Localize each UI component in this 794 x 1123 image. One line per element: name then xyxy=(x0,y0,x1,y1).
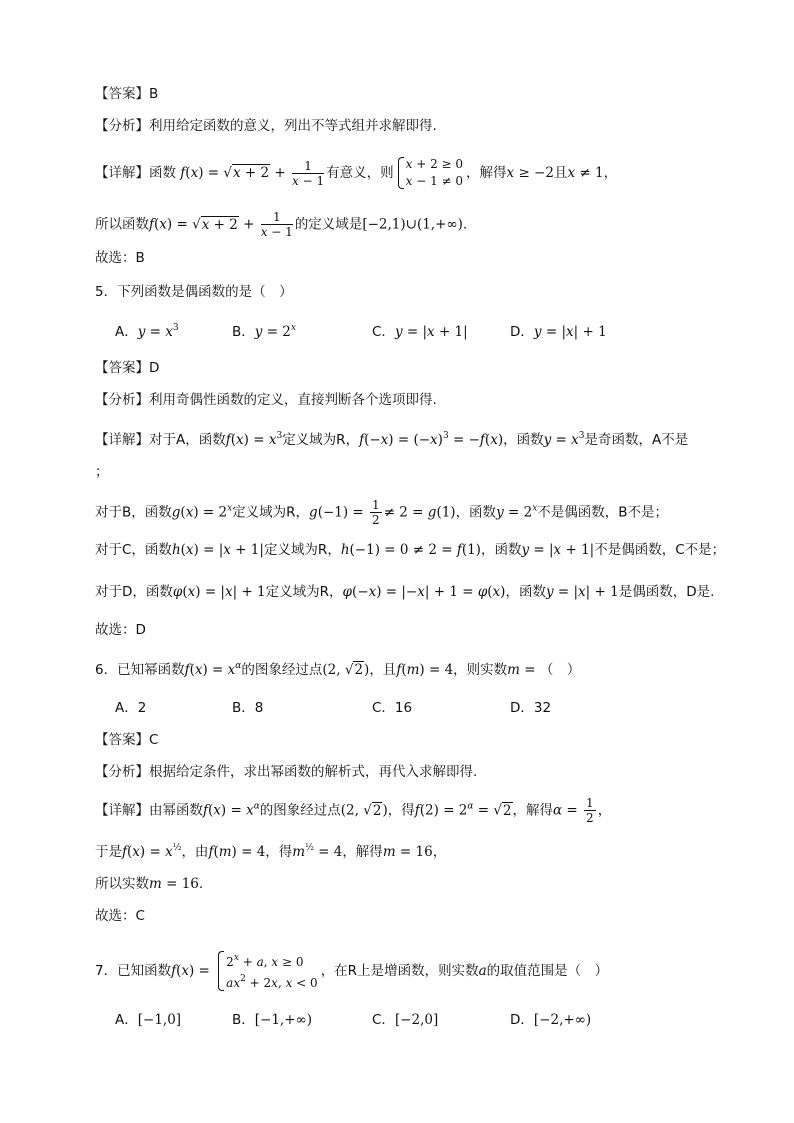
stem-text: 的取值范围是（ ） xyxy=(486,963,609,979)
option-label: D． xyxy=(510,324,534,340)
detail-tag: 【详解】 xyxy=(95,432,149,448)
answer-tag: 【答案】 xyxy=(95,732,149,748)
q6-detail-2: 于是$f(x) = x^{\frac{1}{2}}$，由f(m) = 4，得$m^{\frac{1}{2}} = 4$，解得m = 16， xyxy=(95,843,447,860)
detail-text: ，解得 xyxy=(342,844,383,860)
detail-text: 的定义域是 xyxy=(294,216,363,233)
period: . xyxy=(198,876,204,892)
answer-value: C xyxy=(149,732,159,748)
q5-option-c: C．y = |x + 1| xyxy=(372,324,468,340)
q5-detail-a: 【详解】对于A，函数$f(x) = x^3$定义域为R，$f(-x) = (-x)^3 = -f(x)$，函数$y = x^3$是奇函数，A不是 xyxy=(95,431,689,448)
q5-stem: 5．下列函数是偶函数的是（ ） xyxy=(95,284,293,300)
detail-text: 不是偶函数，C不是； xyxy=(594,542,726,558)
q5-detail-c: 对于C，函数h(x) = |x + 1|定义域为R，h(−1) = 0 ≠ 2 = f(1)，函数y = |x + 1|不是偶函数，C不是； xyxy=(95,542,726,558)
detail-text: ，函数 xyxy=(455,504,497,521)
q4-analysis-line xyxy=(95,116,437,136)
formula-fraction: $\frac{1}{x - 1}$ xyxy=(292,158,325,188)
q6-detail-3: 所以实数m = 16. xyxy=(95,876,204,892)
detail-text: 是奇函数，A不是 xyxy=(584,432,689,448)
q7-option-d xyxy=(510,1008,591,1028)
q5-choose-line: 故选：D xyxy=(95,622,146,638)
answer-value: B xyxy=(149,86,159,102)
analysis-tag: 【分析】 xyxy=(95,764,149,780)
inequality-system: x + 2 ≥ 0 x − 1 ≠ 0 xyxy=(397,156,463,190)
period: . xyxy=(462,216,468,233)
option-value: [−2,+∞) xyxy=(533,1012,592,1028)
detail-text: ，解得 xyxy=(512,802,554,819)
stem-text: ，则实数 xyxy=(453,662,508,678)
detail-text: ，函数 xyxy=(480,542,522,558)
detail-text: 所以实数 xyxy=(95,876,149,892)
q5-detail-d: 对于D，函数φ(x) = |x| + 1定义域为R，φ(−x) = |−x| + 1 = φ(x)，函数y = |x| + 1是偶函数，D是. xyxy=(95,584,715,600)
q7-option-c xyxy=(372,1008,438,1028)
formula-fx: f xyxy=(180,165,186,181)
q7-option-b xyxy=(232,1008,312,1028)
q6-option-c: C．16 xyxy=(372,700,413,716)
answer-tag: 【答案】 xyxy=(95,360,149,376)
option-label: B． xyxy=(232,1012,255,1028)
stem-text: 6．已知幂函数 xyxy=(95,662,185,678)
detail-text: ，由 xyxy=(181,844,209,860)
analysis-tag: 【分析】 xyxy=(95,118,149,134)
analysis-text: 利用奇偶性函数的定义，直接判断各个选项即得. xyxy=(149,392,437,408)
q6-answer-line xyxy=(95,730,158,750)
detail-text: 对于C，函数 xyxy=(95,542,172,558)
analysis-text: 利用给定函数的意义，列出不等式组并求解即得. xyxy=(149,118,437,134)
detail-text: 对于A，函数 xyxy=(149,432,226,448)
detail-text: 由幂函数 xyxy=(149,802,203,819)
detail-text: 于是 xyxy=(95,844,122,860)
answer-value: D xyxy=(149,360,160,376)
q5-option-a: A．$y = x^3$ xyxy=(115,323,179,340)
option-value: [−1,+∞) xyxy=(254,1012,313,1028)
detail-text: 定义域为R， xyxy=(263,542,341,558)
q5-detail-b: 对于B，函数$g(x) = 2^x$定义域为R，g(−1) = $\frac{1}{2}$ ≠ 2 = g(1)，函数$y = 2^x$不是偶函数，B不是； xyxy=(95,498,669,527)
option-label: B． xyxy=(232,324,255,340)
q6-detail-1: 【详解】由幂函数$f(x) = x^\alpha$的图象经过点(2, √2)，得$f(2) = 2^\alpha = √2$，解得α = $\frac{1}{2}$ ， xyxy=(95,796,612,825)
q5-option-d: D．y = |x| + 1 xyxy=(510,324,607,340)
detail-text: 函数 xyxy=(149,165,176,181)
detail-text: 不是偶函数，B不是； xyxy=(537,504,669,521)
piecewise-system: $2^x + a$, x ≥ 0 $ax^2 + 2x$, x < 0 xyxy=(217,950,318,992)
detail-text: 定义域为R， xyxy=(232,504,310,521)
analysis-tag: 【分析】 xyxy=(95,392,149,408)
q6-analysis-line xyxy=(95,762,477,782)
detail-text: 所以函数 xyxy=(95,216,149,233)
option-label: D． xyxy=(510,1012,534,1028)
option-value: [−1,0] xyxy=(137,1012,182,1028)
domain-value: [−2,1)∪(1,+∞) xyxy=(362,216,463,233)
q6-choose-line: 故选：C xyxy=(95,908,145,924)
detail-text: ， xyxy=(597,802,612,819)
detail-tag: 【详解】 xyxy=(95,802,149,819)
q6-option-b: B．8 xyxy=(232,700,264,716)
formula-sqrt: √x + 2 xyxy=(223,165,270,181)
stem-text: 的图象经过点 xyxy=(241,662,323,678)
q4-domain-line: 所以函数f(x) = √x + 2 + $\frac{1}{x - 1}$ 的定义域是[−2,1)∪(1,+∞). xyxy=(95,210,468,239)
option-label: A． xyxy=(115,324,138,340)
detail-text: ，得 xyxy=(387,802,415,819)
answer-tag: 【答案】 xyxy=(95,86,149,102)
q7-stem: 7．已知函数f(x) = $2^x + a$, x ≥ 0 $ax^2 + 2x$, x < 0 ，在R上是增函数，则实数a的取值范围是（ ） xyxy=(95,950,608,992)
detail-text: 定义域为R， xyxy=(282,432,360,448)
stem-text: （ ） xyxy=(539,662,581,678)
detail-text: ，函数 xyxy=(505,584,546,600)
q4-choose-line: 故选：B xyxy=(95,250,145,266)
detail-text: ，函数 xyxy=(503,432,544,448)
stem-text: ，在R上是增函数，则实数 xyxy=(320,963,479,979)
detail-text: ， xyxy=(432,844,447,860)
analysis-text: 根据给定条件，求出幂函数的解析式，再代入求解即得. xyxy=(149,764,478,780)
q6-option-a: A．2 xyxy=(115,700,147,716)
q5-answer-line xyxy=(95,358,159,378)
q6-stem: 6．已知幂函数$f(x) = x^\alpha$的图象经过点(2, √2)，且f(m) = 4，则实数m = （ ） xyxy=(95,661,581,678)
detail-text: 的图象经过点 xyxy=(259,802,341,819)
q5-analysis-line xyxy=(95,390,437,410)
detail-text: 对于D，函数 xyxy=(95,584,173,600)
q4-detail-line: 【详解】函数 f(x) = √x + 2 + $\frac{1}{x - 1}$ 有意义，则 x + 2 ≥ 0 x − 1 ≠ 0 ，解得x ≥ −2且x ≠ 1， xyxy=(95,157,618,188)
detail-text: ，得 xyxy=(265,844,293,860)
q5-detail-wrap: ； xyxy=(95,464,109,480)
detail-text: 定义域为R， xyxy=(265,584,343,600)
option-label: A． xyxy=(115,1012,138,1028)
stem-text: 7．已知函数 xyxy=(95,963,172,979)
detail-text: ，解得 xyxy=(466,165,507,181)
detail-text: 且 xyxy=(553,165,568,181)
q7-option-a xyxy=(115,1008,181,1028)
q6-option-d: D．32 xyxy=(510,700,552,716)
option-value: [−2,0] xyxy=(394,1012,439,1028)
detail-tag: 【详解】 xyxy=(95,165,149,181)
detail-text: 有意义，则 xyxy=(326,165,394,181)
option-label: C． xyxy=(372,1012,395,1028)
detail-text: 对于B，函数 xyxy=(95,504,172,521)
detail-text: ， xyxy=(603,165,618,181)
q4-answer-line xyxy=(95,84,158,104)
q5-option-b: B．$y = 2^x$ xyxy=(232,323,296,340)
stem-text: ，且 xyxy=(369,662,397,678)
option-label: C． xyxy=(372,324,395,340)
detail-text: 是偶函数，D是. xyxy=(618,584,715,600)
